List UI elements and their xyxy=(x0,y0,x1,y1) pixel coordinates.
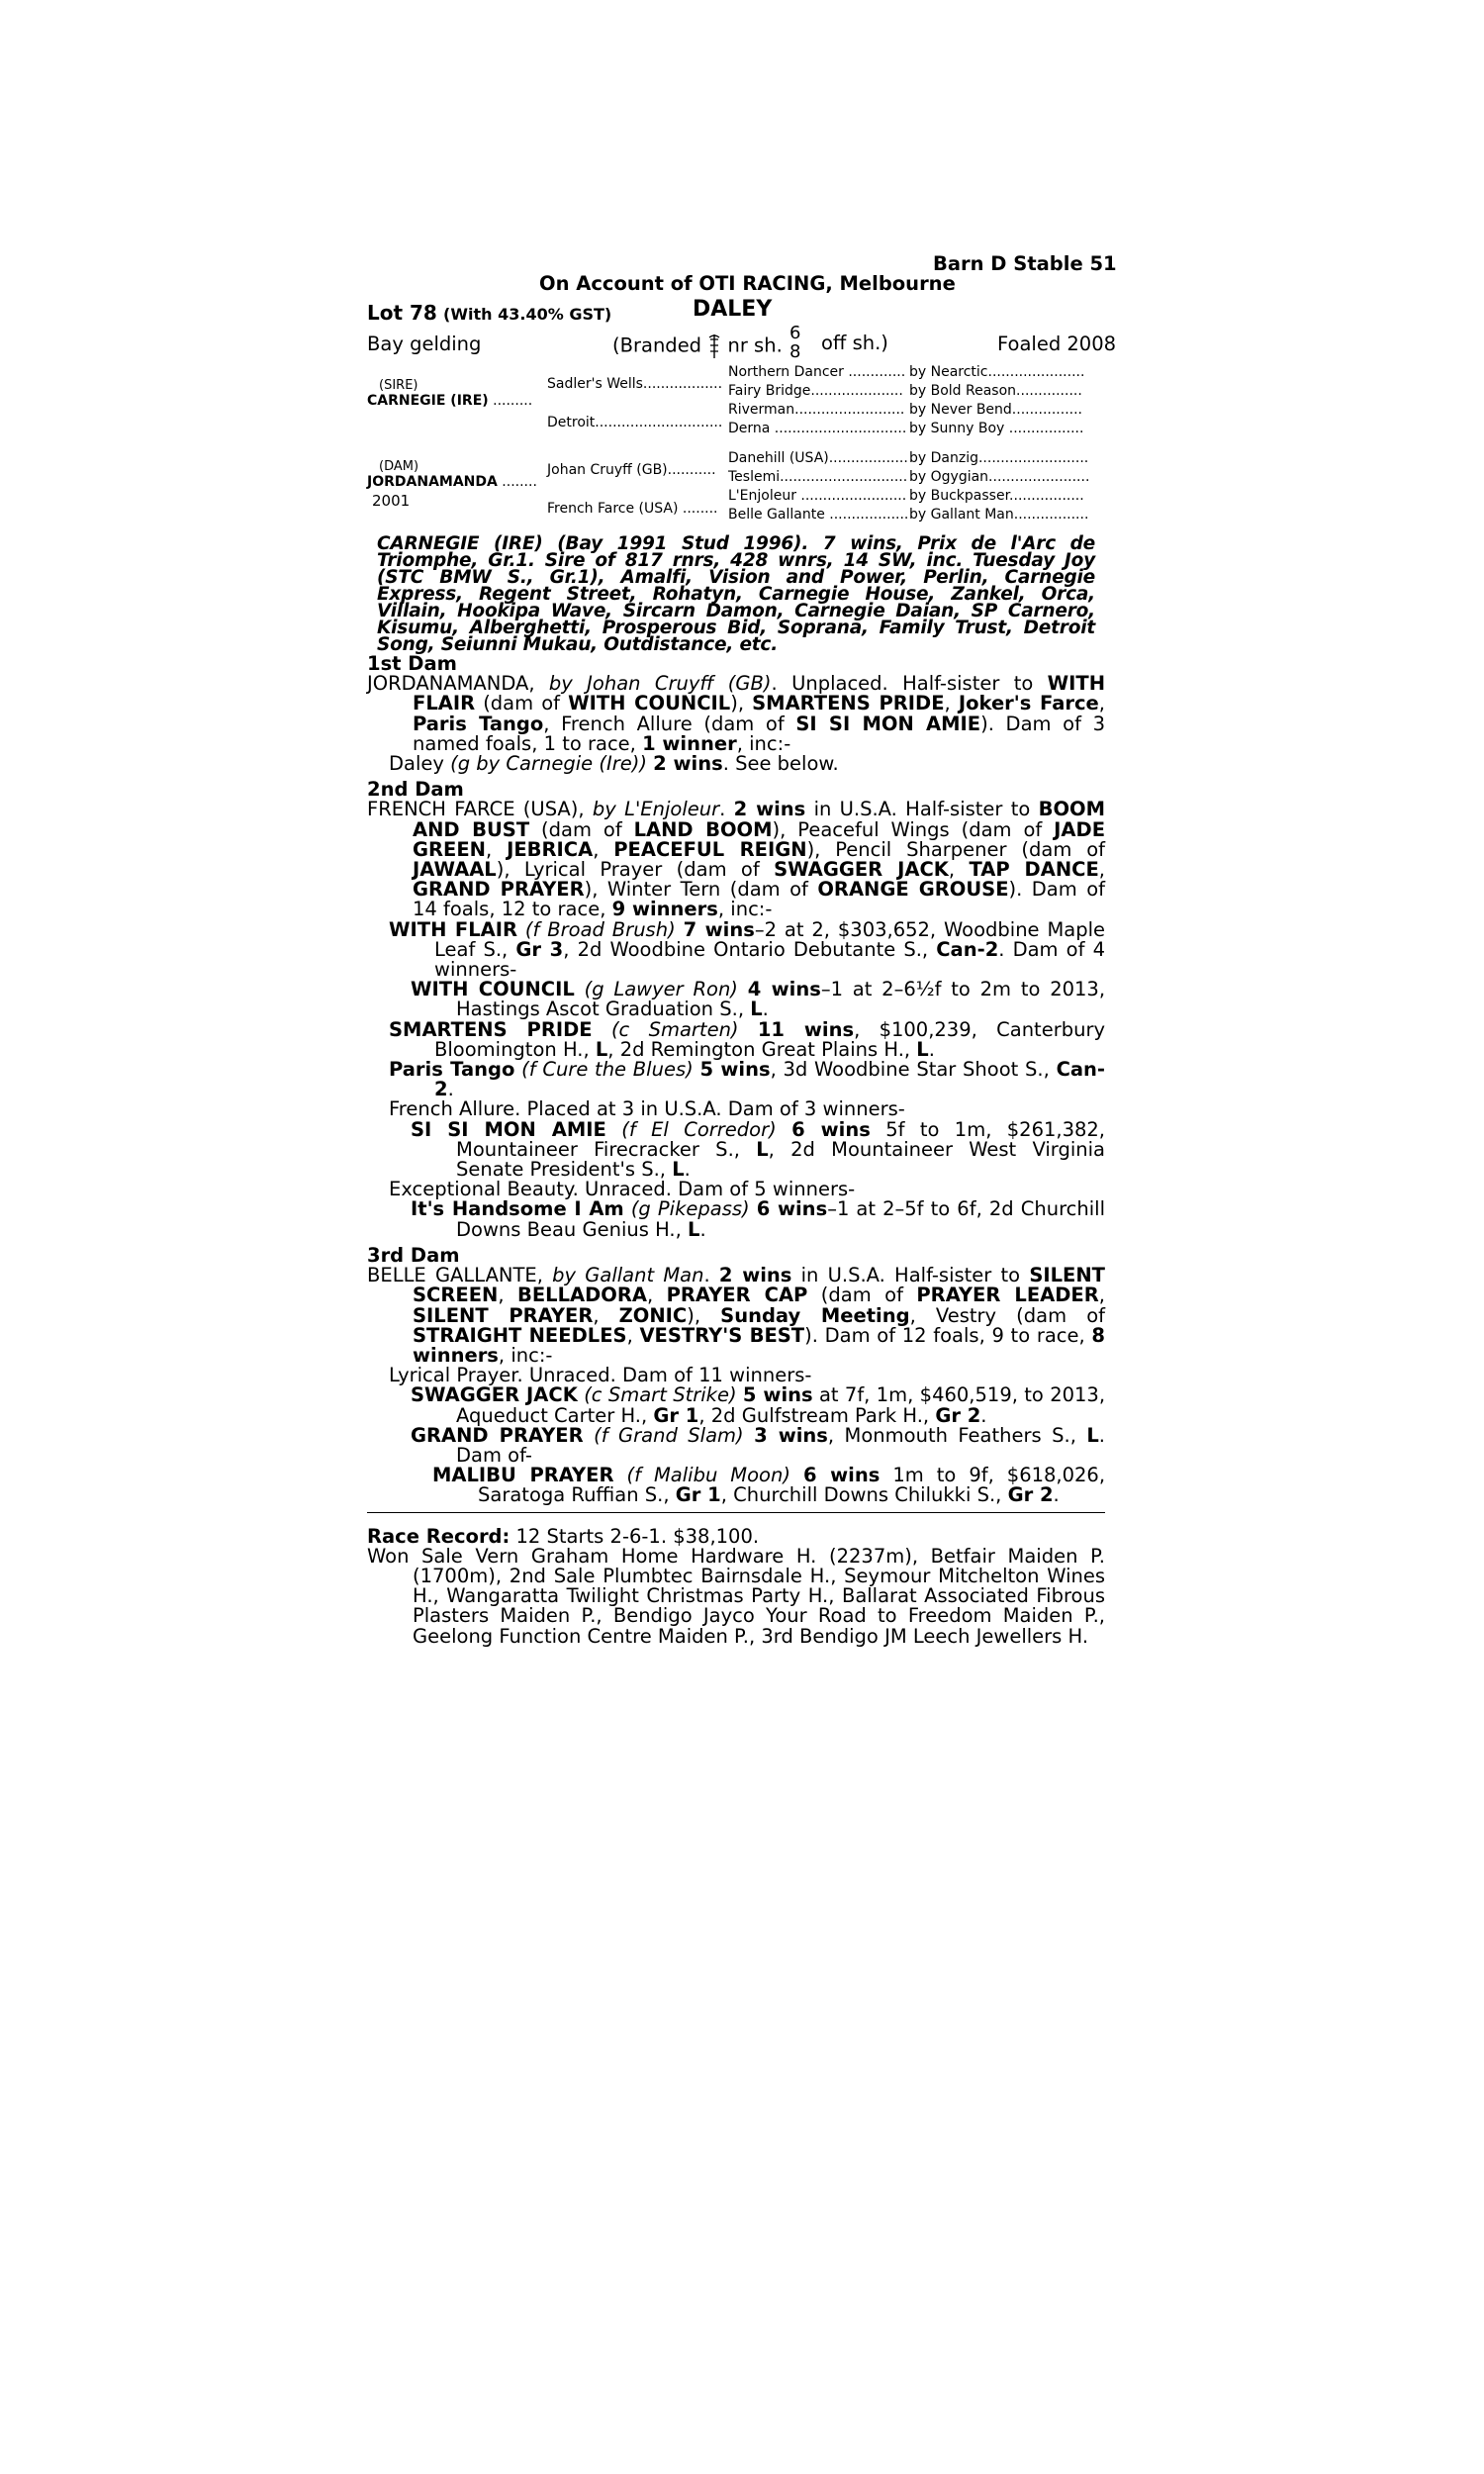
dam-dots: ........ xyxy=(502,474,537,490)
lot-number: Lot 78 xyxy=(367,301,437,325)
branded-open: (Branded xyxy=(612,333,702,357)
text-run: Daley xyxy=(389,752,451,776)
catalogue-body xyxy=(367,648,1105,1647)
text-run: Gr 2 xyxy=(1007,1483,1054,1507)
third-dam-heading: 3rd Dam xyxy=(367,1243,460,1267)
vendor-account: On Account of OTI RACING, Melbourne xyxy=(539,272,956,295)
text-run: (dam of xyxy=(475,692,569,715)
text-run: BOOM AND BUST xyxy=(413,798,1106,841)
text-run: WITH COUNCIL xyxy=(568,692,731,715)
second-dam-paragraph xyxy=(367,800,1105,919)
brand-number-top: 6 xyxy=(789,323,801,343)
text-run: 8 winners xyxy=(413,1323,1105,1367)
brand-mark-icon xyxy=(707,333,721,359)
text-run: , xyxy=(1098,858,1105,882)
text-run: 2 wins xyxy=(733,798,806,821)
third-dam-grandprogeny-grand-prayer xyxy=(367,1423,1105,1467)
text-run: . xyxy=(447,1078,454,1101)
pedigree-table xyxy=(367,363,1105,527)
text-run: ). Dam of 3 named foals, 1 to race, xyxy=(413,712,1106,755)
ds-dam-by: by Ogygian....................... xyxy=(909,469,1090,485)
color-sex: Bay gelding xyxy=(367,333,482,355)
text-run: JAWAAL xyxy=(413,858,497,882)
text-run: MALIBU PRAYER xyxy=(432,1464,614,1487)
text-run: . xyxy=(1053,1483,1060,1507)
text-run: , xyxy=(646,1284,667,1307)
text-run: 6 wins xyxy=(802,1464,881,1487)
text-run: Joker's Farce xyxy=(958,692,1099,715)
text-run: 6 wins xyxy=(756,1197,828,1221)
text-run: by L'Enjoleur xyxy=(592,798,720,821)
first-dam-progeny xyxy=(367,754,1105,774)
third-dam-paragraph xyxy=(367,1266,1105,1366)
ds-sire: Danehill (USA).................. xyxy=(728,450,908,466)
text-run: . xyxy=(762,998,769,1021)
dam-line xyxy=(367,473,537,492)
dam-name: JORDANAMANDA xyxy=(367,474,498,490)
text-run: L xyxy=(756,1137,769,1161)
text-run: , inc:- xyxy=(736,731,791,755)
text-run: , 2d Mountaineer West Virginia Senate President's S., xyxy=(456,1137,1105,1182)
text-run: It's Handsome I Am xyxy=(411,1197,624,1221)
race-record-line xyxy=(367,1524,1105,1548)
text-run: . xyxy=(703,1264,719,1287)
text-run: ), Winter Tern (dam of xyxy=(584,878,818,902)
text-run: –2 at 2, $303,652, Woodbine Maple Leaf S., xyxy=(434,917,1106,961)
branded-off: off sh.) xyxy=(821,332,888,354)
text-run: ORANGE GROUSE xyxy=(817,878,1009,902)
ss-dam-by: by Bold Reason............... xyxy=(909,383,1082,399)
text-run: (f Broad Brush) xyxy=(524,917,676,941)
text-run: L xyxy=(1086,1423,1099,1447)
brand-line xyxy=(612,333,783,359)
text-run: PRAYER LEADER xyxy=(916,1284,1099,1307)
text-run: by Gallant Man xyxy=(552,1264,704,1287)
dd-sire-by: by Buckpasser................. xyxy=(909,488,1084,504)
second-dam-progeny-french-allure xyxy=(367,1099,1105,1119)
dam-label: (DAM) xyxy=(379,459,419,474)
first-dam-paragraph xyxy=(367,674,1105,754)
branded-near: nr sh. xyxy=(727,333,783,357)
text-run: , xyxy=(948,858,970,882)
barn-stable: Barn D Stable 51 xyxy=(933,252,1117,275)
ss-sire-by: by Nearctic...................... xyxy=(909,364,1085,380)
sire-description: CARNEGIE (IRE) (Bay 1991 Stud 1996). 7 wins, Prix de l'Arc de Triomphe, Gr.1. Sire of 817 rnrs, 428 wnrs, 14 SW, inc. Tuesday Joy (STC BMW S., Gr.1), Amalfi, Vision and Power, Perlin, Carnegie Express, Regent Street, Rohatyn, Carnegie House, Zankel, Orca, Villain, Hookipa Wave, Sircarn Damon, Carnegie Daian, SP Carnero, Kisumu, Alberghetti, Prosperous Bid, Soprana, Family Trust, Detroit Song, Seiunni Mukau, Outdistance, etc. xyxy=(377,533,1095,655)
text-run: French Allure. Placed at 3 in U.S.A. Dam of 3 winners- xyxy=(389,1097,905,1121)
text-run: (dam of xyxy=(529,817,634,841)
text-run: FRENCH FARCE (USA), xyxy=(367,798,593,821)
sire-dots: ......... xyxy=(493,393,533,409)
text-run: , xyxy=(593,1303,619,1327)
text-run: , xyxy=(944,692,959,715)
text-run: ZONIC xyxy=(618,1303,688,1327)
text-run: Can-2 xyxy=(434,1058,1106,1101)
text-run: 4 wins xyxy=(747,978,821,1001)
dd-sire: L'Enjoleur ........................ xyxy=(728,488,907,504)
text-run: 6 wins xyxy=(791,1117,871,1141)
text-run: ), xyxy=(687,1303,721,1327)
text-run: in U.S.A. Half-sister to xyxy=(791,1264,1030,1287)
second-dam-progeny-exceptional-beauty xyxy=(367,1180,1105,1199)
text-run: Lyrical Prayer. Unraced. Dam of 11 winners- xyxy=(389,1364,812,1387)
text-run: . xyxy=(719,798,734,821)
text-run: (f Malibu Moon) xyxy=(626,1464,790,1487)
second-dam-grandprogeny-handsome xyxy=(367,1199,1105,1239)
text-run: . xyxy=(980,1403,987,1427)
text-run: , 2d Gulfstream Park H., xyxy=(698,1403,936,1427)
text-run: 1 winner xyxy=(642,731,737,755)
text-run: 5 wins xyxy=(699,1058,771,1082)
text-run: BELLE GALLANTE, xyxy=(367,1264,553,1287)
text-run: ). Dam of 12 foals, 9 to race, xyxy=(804,1323,1092,1347)
text-run: (c Smart Strike) xyxy=(584,1383,737,1407)
text-run xyxy=(750,1197,757,1220)
text-run: WITH FLAIR xyxy=(389,917,517,941)
text-run: STRAIGHT NEEDLES xyxy=(413,1323,627,1347)
text-run: at 7f, 1m, $460,519, to 2013, Aqueduct Carter H., xyxy=(456,1383,1106,1427)
text-run: Paris Tango xyxy=(389,1058,515,1082)
dd-dam: Belle Gallante .................. xyxy=(728,507,909,523)
text-run: (dam of xyxy=(807,1284,917,1307)
text-run: , xyxy=(1098,692,1105,715)
text-run: SILENT SCREEN xyxy=(413,1264,1105,1307)
text-run: , Monmouth Feathers S., xyxy=(827,1423,1087,1447)
text-run: 5f to 1m, $261,382, Mountaineer Firecracker S., xyxy=(456,1117,1106,1161)
section-divider xyxy=(367,1512,1105,1513)
second-dam-heading: 2nd Dam xyxy=(367,778,464,802)
ds-sire-by: by Danzig......................... xyxy=(909,450,1089,466)
text-run: JORDANAMANDA, xyxy=(367,672,549,696)
text-run: PEACEFUL REIGN xyxy=(613,837,807,861)
text-run: (c Smarten) xyxy=(610,1017,739,1041)
text-run: –1 at 2–5f to 6f, 2d Churchill Downs Beau Genius H., xyxy=(456,1197,1106,1241)
text-run: , 2d Woodbine Ontario Debutante S., xyxy=(563,937,937,961)
text-run: GRAND PRAYER xyxy=(413,878,585,902)
text-run xyxy=(584,1424,594,1447)
text-run: L xyxy=(672,1158,685,1182)
text-run: 3 wins xyxy=(754,1423,828,1447)
sire-label: (SIRE) xyxy=(379,378,418,393)
text-run: Can-2 xyxy=(936,937,999,961)
text-run: . Unplaced. Half-sister to xyxy=(771,672,1048,696)
third-dam-progeny-lyrical-prayer xyxy=(367,1366,1105,1385)
text-run: by Johan Cruyff (GB) xyxy=(548,672,772,696)
text-run: (g Pikepass) xyxy=(630,1197,750,1221)
text-run: SI SI MON AMIE xyxy=(795,712,981,735)
text-run: , Churchill Downs Chilukki S., xyxy=(720,1483,1008,1507)
sd-dam-by: by Sunny Boy ................. xyxy=(909,421,1084,436)
race-record-label: Race Record: xyxy=(367,1524,510,1548)
text-run: , French Allure (dam of xyxy=(543,712,796,735)
text-run: SWAGGER JACK xyxy=(411,1383,578,1407)
sire-name: CARNEGIE (IRE) xyxy=(367,393,489,409)
second-dam-progeny-with-flair xyxy=(367,917,1106,982)
dd-dam-by: by Gallant Man................. xyxy=(909,507,1089,523)
text-run: SILENT PRAYER xyxy=(413,1303,594,1327)
third-dam-greatgrandprogeny-malibu-prayer xyxy=(367,1466,1105,1505)
text-run: ), Pencil Sharpener (dam of xyxy=(806,837,1105,861)
text-run: GRAND PRAYER xyxy=(411,1423,584,1447)
brand-number-bottom: 8 xyxy=(789,341,801,362)
sd-sire: Riverman......................... xyxy=(728,402,905,418)
text-run: . Dam of- xyxy=(456,1423,1105,1467)
text-run: PRAYER CAP xyxy=(666,1284,808,1307)
text-run: ), Peaceful Wings (dam of xyxy=(772,817,1055,841)
text-run: JADE GREEN xyxy=(413,817,1106,861)
ss-dam: Fairy Bridge..................... xyxy=(728,383,903,399)
text-run: . xyxy=(684,1158,691,1182)
text-run: . xyxy=(928,1037,935,1061)
text-run: , inc:- xyxy=(498,1343,553,1367)
second-dam-progeny-paris-tango xyxy=(367,1060,1105,1099)
text-run: SMARTENS PRIDE xyxy=(389,1017,593,1041)
text-run: SWAGGER JACK xyxy=(774,858,949,882)
dam-sire: Johan Cruyff (GB)........... xyxy=(547,462,716,478)
first-dam-heading: 1st Dam xyxy=(367,652,457,675)
text-run: , xyxy=(593,837,614,861)
text-run: Paris Tango xyxy=(413,712,544,735)
text-run: , inc:- xyxy=(717,898,773,921)
text-run: , $100,239, Canterbury Bloomington H., xyxy=(434,1017,1106,1061)
text-run: Gr 1 xyxy=(675,1483,721,1507)
text-run: 2 wins xyxy=(653,752,723,776)
text-run: , xyxy=(485,837,508,861)
second-dam-grandprogeny-with-council xyxy=(367,980,1105,1019)
foaled: Foaled 2008 xyxy=(997,333,1117,355)
text-run: 7 wins xyxy=(683,917,755,941)
text-run: 5 wins xyxy=(742,1383,813,1407)
text-run: . xyxy=(699,1217,706,1241)
text-run: Gr 3 xyxy=(515,937,564,961)
text-run: Gr 1 xyxy=(653,1403,699,1427)
text-run: (g Lawyer Ron) xyxy=(584,978,738,1001)
sire-dam: Detroit............................. xyxy=(547,415,723,430)
text-run: , 3d Woodbine Star Shoot S., xyxy=(770,1058,1057,1082)
text-run: 1m to 9f, $618,026, Saratoga Ruffian S., xyxy=(478,1464,1106,1507)
text-run: SI SI MON AMIE xyxy=(411,1117,606,1141)
text-run: 2 wins xyxy=(718,1264,792,1287)
text-run xyxy=(744,1424,754,1447)
gst-note: (With 43.40% GST) xyxy=(443,305,612,324)
lot-line xyxy=(367,303,611,325)
text-run: L xyxy=(916,1037,929,1061)
text-run: ), xyxy=(730,692,753,715)
text-run: –1 at 2–6½f to 2m to 2013, Hastings Ascot Graduation S., xyxy=(456,978,1106,1021)
second-dam-progeny-smartens-pride xyxy=(367,1017,1106,1061)
text-run: 11 wins xyxy=(757,1017,855,1041)
sd-dam: Derna .............................. xyxy=(728,421,907,436)
text-run: , Vestry (dam of xyxy=(909,1303,1105,1327)
ss-sire: Northern Dancer ............. xyxy=(728,364,906,380)
text-run: , xyxy=(498,1284,517,1307)
text-run: VESTRY'S BEST xyxy=(639,1323,805,1347)
text-run: (f El Corredor) xyxy=(621,1117,777,1141)
sd-sire-by: by Never Bend................ xyxy=(909,402,1082,418)
second-dam-grandprogeny-si-si-mon-amie xyxy=(367,1117,1106,1182)
text-run: (f Grand Slam) xyxy=(594,1423,744,1447)
text-run: in U.S.A. Half-sister to xyxy=(805,798,1039,821)
sire-sire: Sadler's Wells.................. xyxy=(547,376,723,392)
sire-line xyxy=(367,392,532,411)
ds-dam: Teslemi............................. xyxy=(728,469,908,485)
text-run: Exceptional Beauty. Unraced. Dam of 5 winners- xyxy=(389,1178,856,1201)
race-record-summary: 12 Starts 2-6-1. $38,100. xyxy=(510,1524,760,1548)
text-run: ). Dam of 14 foals, 12 to race, xyxy=(413,878,1105,921)
text-run: , 2d Remington Great Plains H., xyxy=(607,1037,917,1061)
text-run: . See below. xyxy=(722,752,839,776)
text-run: L xyxy=(595,1037,608,1061)
race-record-details: Won Sale Vern Graham Home Hardware H. (2237m), Betfair Maiden P. (1700m), 2nd Sale Plumbtec Bairnsdale H., Seymour Mitchelton Wines H., Wangaratta Twilight Christmas Party H., Ballarat Associated Fibrous Plasters Maiden P., Bendigo Jayco Your Road to Freedom Maiden P., Geelong Function Centre Maiden P., 3rd Bendigo JM Leech Jewellers H. xyxy=(367,1544,1105,1648)
text-run: JEBRICA xyxy=(507,837,594,861)
text-run: (g by Carnegie (Ire)) xyxy=(450,752,647,776)
text-run: L xyxy=(688,1217,700,1241)
third-dam-grandprogeny-swagger-jack xyxy=(367,1385,1105,1425)
text-run: 9 winners xyxy=(611,898,718,921)
text-run: Gr 2 xyxy=(935,1403,981,1427)
text-run: WITH COUNCIL xyxy=(411,978,575,1001)
text-run: BELLADORA xyxy=(516,1284,647,1307)
text-run: ), Lyrical Prayer (dam of xyxy=(496,858,775,882)
text-run: TAP DANCE xyxy=(969,858,1099,882)
text-run: WITH FLAIR xyxy=(413,672,1106,715)
text-run: , xyxy=(1098,1284,1105,1307)
dam-dam: French Farce (USA) ........ xyxy=(547,501,718,517)
text-run: (f Cure the Blues) xyxy=(521,1058,694,1082)
dam-year: 2001 xyxy=(372,492,411,510)
text-run: . Dam of 4 winners- xyxy=(434,937,1105,982)
text-run: L xyxy=(750,998,763,1021)
horse-name: DALEY xyxy=(693,297,773,322)
brand-numbers xyxy=(789,324,800,361)
text-run: , xyxy=(626,1323,640,1347)
text-run: SMARTENS PRIDE xyxy=(752,692,945,715)
text-run: LAND BOOM xyxy=(633,817,773,841)
text-run: Sunday Meeting xyxy=(720,1303,910,1327)
